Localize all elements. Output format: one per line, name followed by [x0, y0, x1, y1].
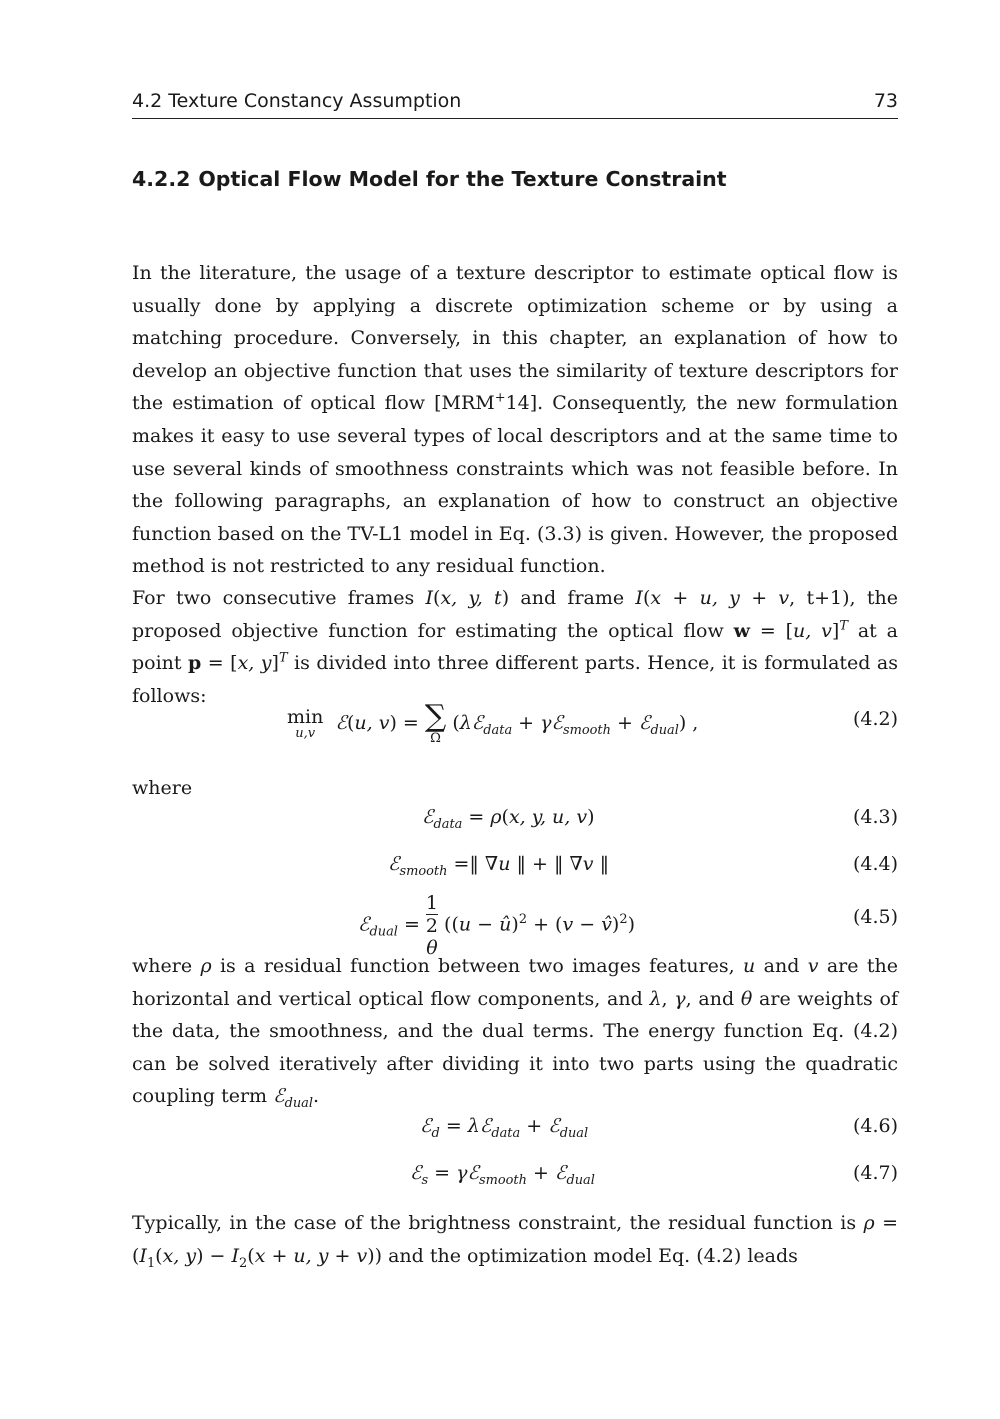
- citation-superscript: +: [494, 391, 506, 407]
- running-header-title: 4.2 Texture Constancy Assumption: [132, 90, 462, 112]
- equation-number: (4.7): [852, 1162, 898, 1184]
- paragraph-brightness: Typically, in the case of the brightness constraint, the residual function is $\rho = (I_1(x$, $y) - I_2(x + u$, y + v)) and the optimization model Eq. (4.2) leads: [132, 1212, 898, 1271]
- where-label: where: [132, 777, 193, 799]
- paragraph-text: Typically, in the case of the brightness constraint, the residual function is: [132, 1212, 857, 1234]
- equation-4-2: min u,v ℰ(u, v) = ∑ Ω (λℰ$_{data}$ + γℰ$_{smooth}$ + ℰ$_{dual}$) , (4.2): [287, 699, 898, 746]
- paragraph-objective: For two consecutive frames I(x, y, t) and frame I(x + u, y + v, t+1), the proposed objective function for estimating the optical flow w = [u, v]$^T$ at a point p = [x, y]$^T$ is divided into three different parts. Hence, it is formulated as follows:: [132, 587, 898, 707]
- equation-4-7: ℰ$_s$ = γℰ$_{smooth}$ + ℰ$_{dual}$ (4.7): [410, 1162, 898, 1188]
- equation-number: (4.5): [852, 906, 898, 928]
- paragraph-residual: where ρ is a residual function between two images features, u and v are the horizontal and vertical optical flow components, and λ, γ, and θ are weights of the data, the smoothness, and the dual terms. The energy function Eq. (4.2) can be solved iteratively after dividing it into two parts using the quadratic coupling term ℰ$_{dual}$.: [132, 955, 898, 1112]
- paragraph-intro: [132, 257, 898, 583]
- paragraph-text: 14]. Consequently, the new formulation makes it easy to use several types of local descriptors and at the same time to use several kinds of smoothness constraints which was not feasible before. In the following paragraphs, an explanation of how to construct an objective function based on the TV-L1 model in Eq. (3.3) is given. However, the proposed method is not restricted to any residual function.: [132, 392, 898, 578]
- equation-4-5: ℰ$_{dual}$ = 1 2 θ ((u − û)$^2$ + (v − v̂)$^2$) (4.5): [358, 892, 898, 959]
- equation-4-6: ℰ$_d$ = λℰ$_{data}$ + ℰ$_{dual}$ (4.6): [420, 1115, 898, 1141]
- paragraph-text: and the optimization model Eq. (4.2) leads: [388, 1244, 798, 1267]
- section-title: Optical Flow Model for the Texture Constraint: [198, 167, 727, 191]
- equation-number: (4.2): [852, 708, 898, 730]
- equation-4-4: ℰ$_{smooth}$ =‖ ∇u ‖ + ‖ ∇v ‖ (4.4): [388, 853, 898, 879]
- section-number: 4.2.2: [132, 167, 191, 191]
- equation-number: (4.4): [852, 853, 898, 875]
- running-header: [132, 88, 898, 119]
- section-heading: [132, 167, 727, 191]
- page-number: 73: [873, 90, 898, 112]
- equation-number: (4.3): [852, 806, 898, 828]
- equation-number: (4.6): [852, 1115, 898, 1137]
- paragraph-text: In the literature, the usage of a texture descriptor to estimate optical flow is usually done by applying a discrete optimization scheme or by using a matching procedure. Conversely, in this chapter, an explanation of how to develop an objective function that uses the similarity of texture descriptors for the estimation of optical flow [MRM: [132, 262, 898, 415]
- equation-4-3: ℰ$_{data}$ = ρ(x, y, u, v) (4.3): [422, 806, 898, 832]
